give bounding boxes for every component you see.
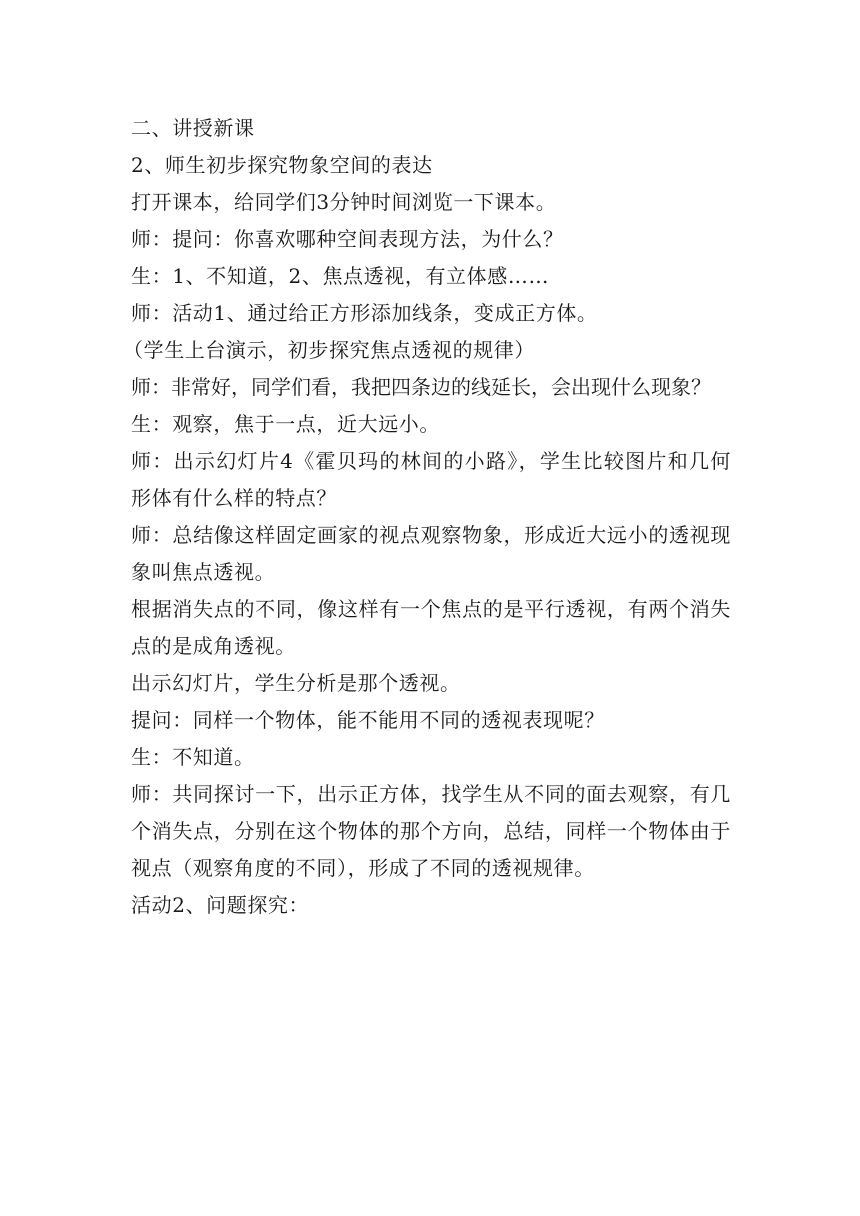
paragraph: 师：活动1、通过给正方形添加线条，变成正方体。 [131,301,598,325]
paragraph: 师：出示幻灯片4《霍贝玛的林间的小路》，学生比较图片和几何形体有什么样的特点？ [131,449,731,510]
paragraph: 根据消失点的不同，像这样有一个焦点的是平行透视，有两个消失点的是成角透视。 [131,597,731,658]
paragraph: 师：共同探讨一下，出示正方体，找学生从不同的面去观察，有几个消失点，分别在这个物体的那个方向，总结，同样一个物体由于视点（观察角度的不同），形成了不同的透视规律。 [131,782,731,880]
paragraph: 打开课本，给同学们3分钟时间浏览一下课本。 [131,190,557,214]
paragraph: 师：总结像这样固定画家的视点观察物象，形成近大远小的透视现象叫焦点透视。 [131,523,731,584]
section-heading: 二、讲授新课 [131,116,255,140]
paragraph: 生：1、不知道，2、焦点透视，有立体感…… [131,264,550,288]
paragraph: 生：不知道。 [131,745,255,769]
paragraph: 师：非常好，同学们看，我把四条边的线延长，会出现什么现象？ [131,375,711,399]
document-body [123,110,731,924]
subsection-heading: 2、师生初步探究物象空间的表达 [131,153,433,177]
paragraph: 活动2、问题探究： [131,893,310,917]
paragraph: 生：观察，焦于一点，近大远小。 [131,412,440,436]
paragraph: 提问：同样一个物体，能不能用不同的透视表现呢？ [131,708,605,732]
paragraph: 出示幻灯片，学生分析是那个透视。 [131,671,461,695]
paragraph: （学生上台演示，初步探究焦点透视的规律） [123,338,535,362]
paragraph: 师：提问：你喜欢哪种空间表现方法，为什么？ [131,227,564,251]
